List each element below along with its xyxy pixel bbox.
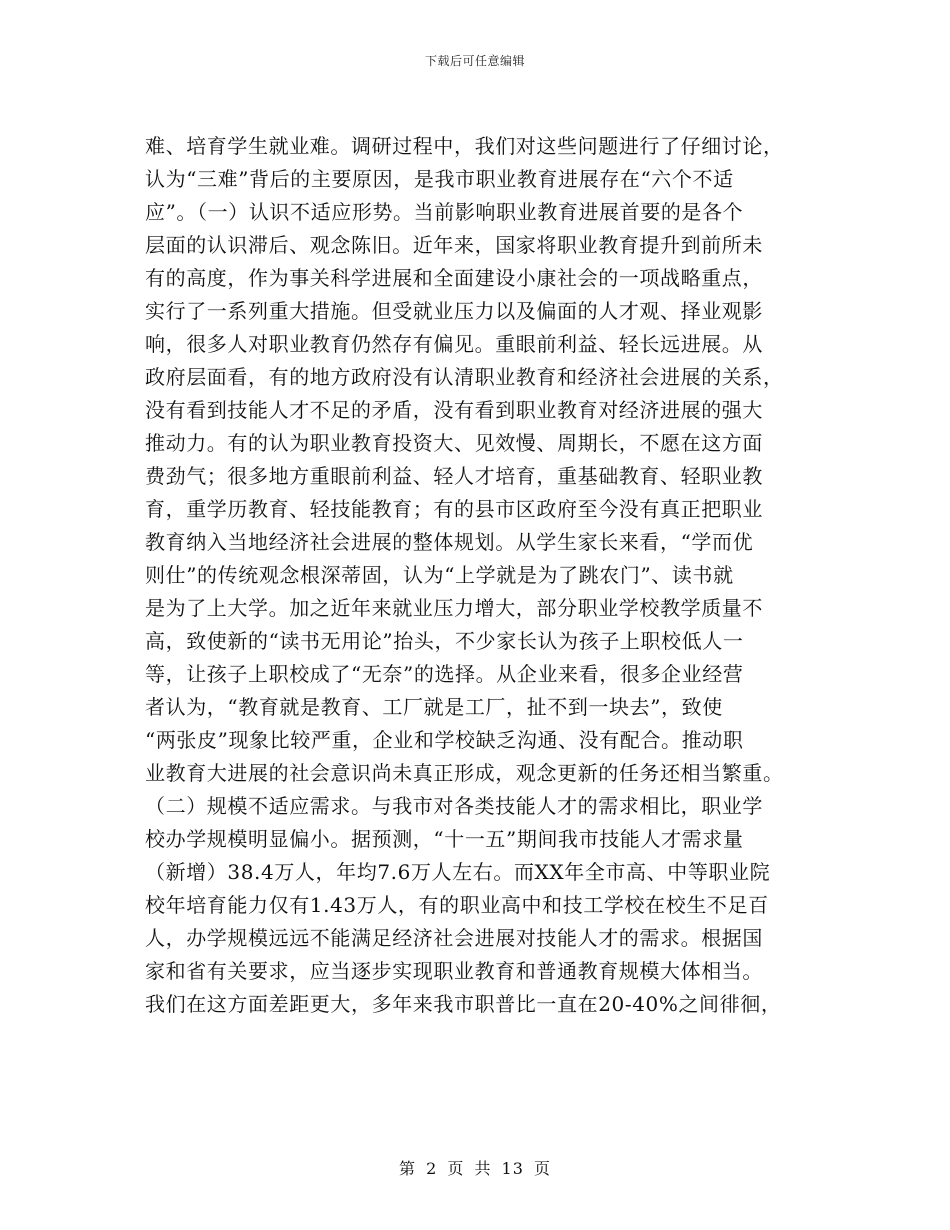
text-line: 响，很多人对职业教育仍然存有偏见。重眼前利益、轻长远进展。从	[145, 332, 763, 356]
text-line: 教育纳入当地经济社会进展的整体规划。从学生家长来看，“学而优	[145, 530, 754, 554]
text-line: 推动力。有的认为职业教育投资大、见效慢、周期长，不愿在这方面	[145, 431, 763, 455]
text-line: 校办学规模明显偏小。据预测，“十一五”期间我市技能人才需求量	[145, 827, 744, 851]
text-line: 等，让孩子上职校成了“无奈”的选择。从企业来看，很多企业经营	[145, 662, 744, 686]
text-line: 层面的认识滞后、观念陈旧。近年来，国家将职业教育提升到前所未	[145, 233, 763, 257]
text-line: 我们在这方面差距更大，多年来我市职普比一直在20-40%之间徘徊，	[145, 992, 782, 1016]
text-line: 有的高度，作为事关科学进展和全面建设小康社会的一项战略重点，	[145, 266, 763, 290]
text-line: 则仕”的传统观念根深蒂固，认为“上学就是为了跳农门”、读书就	[145, 563, 734, 587]
page-header: 下载后可任意编辑	[424, 54, 525, 68]
text-line: 业教育大进展的社会意识尚未真正形成，观念更新的任务还相当繁重。	[145, 761, 784, 785]
page-number-footer: 第 2 页 共 13 页	[399, 1159, 551, 1178]
text-line: 认为“三难”背后的主要原因，是我市职业教育进展存在“六个不适	[145, 167, 734, 191]
text-line: 费劲气；很多地方重眼前利益、轻人才培育，重基础教育、轻职业教	[145, 464, 763, 488]
text-line: 没有看到技能人才不足的矛盾，没有看到职业教育对经济进展的强大	[145, 398, 763, 422]
text-line: 政府层面看，有的地方政府没有认清职业教育和经济社会进展的关系，	[145, 365, 784, 389]
text-line: 应”。（一）认识不适应形势。当前影响职业教育进展首要的是各个	[145, 200, 744, 224]
document-body	[145, 130, 815, 1021]
text-line: “两张皮”现象比较严重，企业和学校缺乏沟通、没有配合。推动职	[145, 728, 744, 752]
text-line: 校年培育能力仅有1.43万人，有的职业高中和技工学校在校生不足百	[145, 893, 769, 917]
text-line: 家和省有关要求，应当逐步实现职业教育和普通教育规模大体相当。	[145, 959, 763, 983]
text-line: 人，办学规模远远不能满足经济社会进展对技能人才的需求。根据国	[145, 926, 763, 950]
text-line: 是为了上大学。加之近年来就业压力增大，部分职业学校教学质量不	[145, 596, 763, 620]
text-line: （二）规模不适应需求。与我市对各类技能人才的需求相比，职业学	[145, 794, 763, 818]
text-line: 育，重学历教育、轻技能教育；有的县市区政府至今没有真正把职业	[145, 497, 763, 521]
text-line: 者认为，“教育就是教育、工厂就是工厂，扯不到一块去”，致使	[145, 695, 723, 719]
text-line: 难、培育学生就业难。调研过程中，我们对这些问题进行了仔细讨论，	[145, 134, 784, 158]
text-line: 高，致使新的“读书无用论”抬头，不少家长认为孩子上职校低人一	[145, 629, 744, 653]
text-line: 实行了一系列重大措施。但受就业压力以及偏面的人才观、择业观影	[145, 299, 763, 323]
text-line: （新增）38.4万人，年均7.6万人左右。而XX年全市高、中等职业院	[145, 860, 771, 884]
